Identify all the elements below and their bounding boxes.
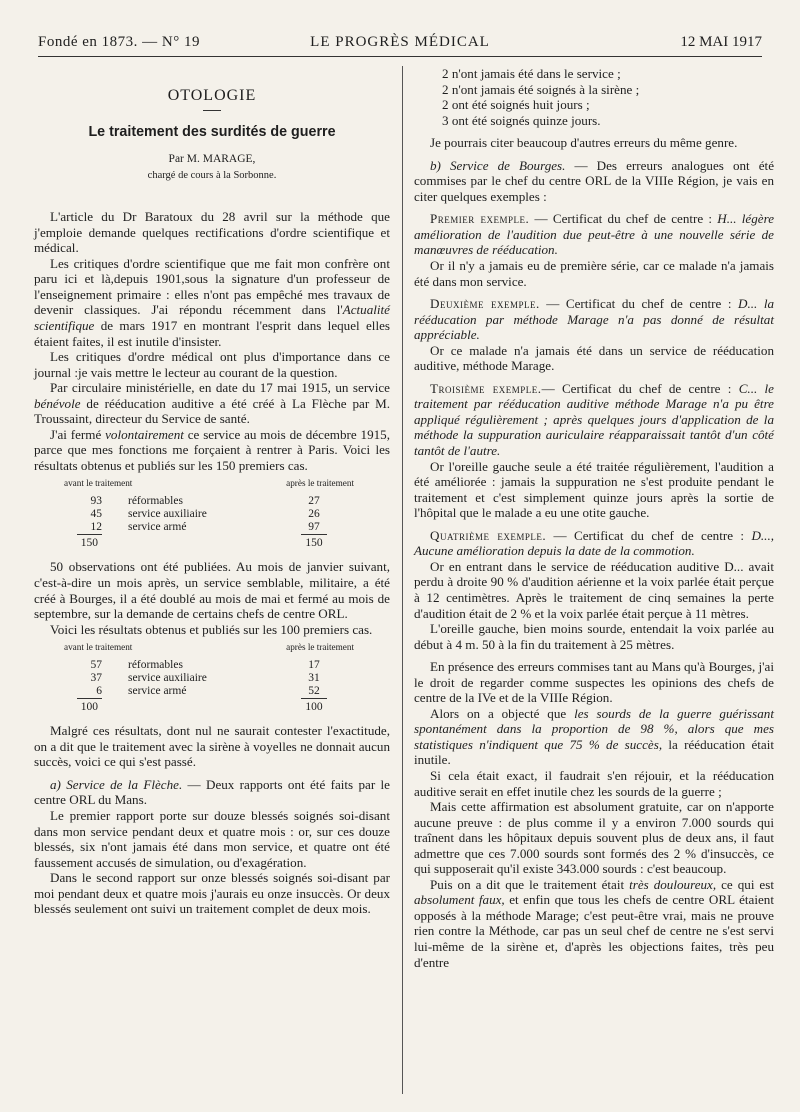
paragraph: Deuxième exemple. — Certificat du chef de centre : D... la rééducation par méthode Marage n'a pas donné de résultat appréciable.: [414, 296, 775, 343]
paragraph: Les critiques d'ordre médical ont plus d'importance dans ce journal :je vais mettre le lecteur au courant de la question.: [34, 349, 390, 380]
paragraph: Premier exemple. — Certificat du chef de centre : H... légère amélioration de l'audition due peut-être à une nouvelle série de manœuvres de rééducation.: [414, 211, 775, 258]
founding-info: Fondé en 1873. — N° 19: [38, 34, 200, 50]
list-item: 2 n'ont jamais été soignés à la sirène ;: [442, 81, 640, 97]
paragraph: Troisième exemple.— Certificat du chef de centre : C... le traitement par rééducation auditive méthode Marage n'a pu être appliqué régulièrement ; après quelques jours d'application de la méthode la suppuration auriculaire réapparaissait tantôt d'un côté tantôt de l'autre.: [414, 380, 774, 459]
paragraph: a) Service de la Flèche. — Deux rapports ont été faits par le centre ORL du Mans.: [34, 776, 390, 808]
paragraph: Par circulaire ministérielle, en date du 17 mai 1915, un service bénévole de rééducation auditive a été créé à La Flèche par M. Troussaint, directeur du Service de santé.: [34, 380, 390, 427]
paragraph: b) Service de Bourges. — Des erreurs analogues ont été commises par le chef du centre ORL de la VIIIe Région, je vais en citer quelques exemples :: [414, 157, 775, 204]
table-row: 37 service auxiliaire 31: [90, 672, 320, 685]
paragraph: 50 observations ont été publiées. Au mois de janvier suivant, c'est-à-dire un mois après, un service semblable, militaire, a été créé à Bourges, il a été doublé au mois de mai et fermé au mois de septembre, sur la demande de certains chefs de centre ORL.: [34, 559, 390, 622]
paragraph: Quatrième exemple. — Certificat du chef de centre : D..., Aucune amélioration depuis la date de la commotion.: [414, 527, 774, 559]
issue-date: 12 MAI 1917: [680, 34, 762, 50]
paragraph: Voici les résultats obtenus et publiés sur les 100 premiers cas.: [50, 621, 373, 637]
table-head-before: avant le traitement: [64, 642, 133, 653]
paragraph: En présence des erreurs commises tant au Mans qu'à Bourges, j'ai le droit de regarder comme suspectes les opinions des chefs de centre de la IVe et de la VIIIe Région.: [414, 659, 774, 706]
section-title: OTOLOGIE: [167, 87, 257, 104]
paragraph: Alors on a objecté que les sourds de la guerre guérissant spontanément dans la proportion de 98 %, alors que mes statistiques n'indiquent que 75 % de succès, la rééducation était inutile.: [414, 705, 774, 768]
table-row: 93 réformables 27: [90, 495, 320, 508]
paragraph: Je pourrais citer beaucoup d'autres erreurs du même genre.: [430, 135, 738, 151]
paragraph: Puis on a dit que le traitement était très douloureux, ce qui est absolument faux, et enfin que tous les chefs de centre ORL étaient opposés à la méthode Marage; c'est peut-être vrai, mais ne prouve rien contre la Méthode, car pas un seul chef de centre ne s'est servi lui-même de la sirène et, d'après les objections faites, très peu d'entre: [414, 876, 774, 970]
list-item: 2 ont été soignés huit jours ;: [442, 97, 590, 113]
column-divider: [402, 66, 403, 1094]
list-item: 2 n'ont jamais été dans le service ;: [442, 66, 621, 81]
table-total: 100 100: [64, 701, 364, 714]
table-total: 150 150: [64, 537, 364, 550]
table-head-after: après le traitement: [286, 478, 354, 489]
paragraph: Or ce malade n'a jamais été dans un service de rééducation auditive, méthode Marage.: [414, 342, 774, 374]
paragraph: L'oreille gauche, bien moins sourde, entendait la voix parlée au début à 4 m. 50 à la fin du traitement à 25 mètres.: [414, 621, 774, 652]
paragraph: L'article du Dr Baratoux du 28 avril sur la méthode que j'emploie demande quelques rectifications d'ordre scientifique et médical.: [34, 209, 390, 256]
paragraph: Malgré ces résultats, dont nul ne saurait contester l'exactitude, on a dit que le traitement avec la sirène à voyelles ne donnait aucun succès, voici ce qui s'est passé.: [34, 723, 390, 770]
header-rule: [38, 56, 762, 57]
paragraph: Or il n'y a jamais eu de première série, car ce malade n'a jamais été dans mon service.: [414, 258, 774, 289]
paragraph: Or l'oreille gauche seule a été traitée régulièrement, l'audition a été améliorée : jamais la suppuration ne s'est produite pendant le traitement et c'est simplement quinze jours après la sortie de l'hôpital que le malade a eu une otite gauche.: [414, 458, 774, 521]
paragraph: Si cela était exact, il faudrait s'en réjouir, et la rééducation auditive serait en effet inutile chez les sourds de la guerre ;: [414, 767, 774, 799]
paragraph: Mais cette affirmation est absolument gratuite, car on n'apporte aucune preuve : de plus comme il y a environ 7.000 sourds qui traînent dans les hôpitaux depuis souvent plus de deux ans, il faut admettre que ces 7.000 sourds sont formés des 2 % d'insuccès, ce qui supposerait qu'il existe 343.000 sourds : c'est beaucoup.: [414, 799, 774, 877]
table-row: 45 service auxiliaire 26: [90, 508, 320, 521]
table-head-after: après le traitement: [286, 642, 354, 653]
article-title: Le traitement des surdités de guerre: [88, 123, 336, 140]
section-rule: [203, 110, 221, 111]
paragraph: Dans le second rapport sur onze blessés soignés soi-disant par moi pendant deux et quatre mois j'aurais eu onze insuccès. Or deux blessés seulement ont suivi un traitement complet de deux mois.: [34, 870, 390, 917]
table-head-before: avant le traitement: [64, 478, 133, 489]
table-row: 57 réformables 17: [90, 659, 320, 672]
paragraph: J'ai fermé volontairement ce service au mois de décembre 1915, parce que mes fonctions me forçaient à rentrer à Paris. Voici les résultats obtenus et publiés sur les 150 premiers cas.: [34, 426, 390, 473]
results-table-bourges: [64, 641, 364, 714]
paragraph: Or en entrant dans le service de rééducation auditive D... avait perdu à droite 90 % d'audition aérienne et la voix parlée était perçue à 12 centimètres. Après le traitement de cinq semaines la perte d'audition était de 2 % et la voix parlée était perçue à 11 mètres.: [414, 558, 774, 621]
byline: Par M. MARAGE,: [168, 153, 256, 166]
paragraph: Les critiques d'ordre scientifique que me fait mon confrère ont paru ici et là,depuis 1901,sous la signature d'un professeur de l'enseignement primaire : elles n'ont pas empêché mes travaux de devenir classiques. J'ai répondu récemment dans l'Actualité scientifique de mars 1917 en montrant l'esprit dans lequel elles étaient faites, il est inutile d'insister.: [34, 255, 390, 349]
list-item: 3 ont été soignés quinze jours.: [442, 112, 601, 128]
byline-role: chargé de cours à la Sorbonne.: [147, 169, 277, 181]
right-column: [414, 66, 774, 970]
table-row: 12 service armé 97: [90, 521, 320, 534]
left-column: [34, 66, 390, 917]
journal-title: LE PROGRÈS MÉDICAL: [310, 34, 490, 50]
paragraph: Le premier rapport porte sur douze blessés soignés soi-disant dans mon service pendant deux et quatre mois : or, sur ces douze blessés, six n'ont jamais été dans mon service, et quatre ont été faussement accusés de simulation, ou d'exagération.: [34, 807, 390, 870]
results-table-la-fleche: [64, 477, 364, 550]
page-header: [38, 34, 762, 54]
table-row: 6 service armé 52: [96, 685, 320, 698]
